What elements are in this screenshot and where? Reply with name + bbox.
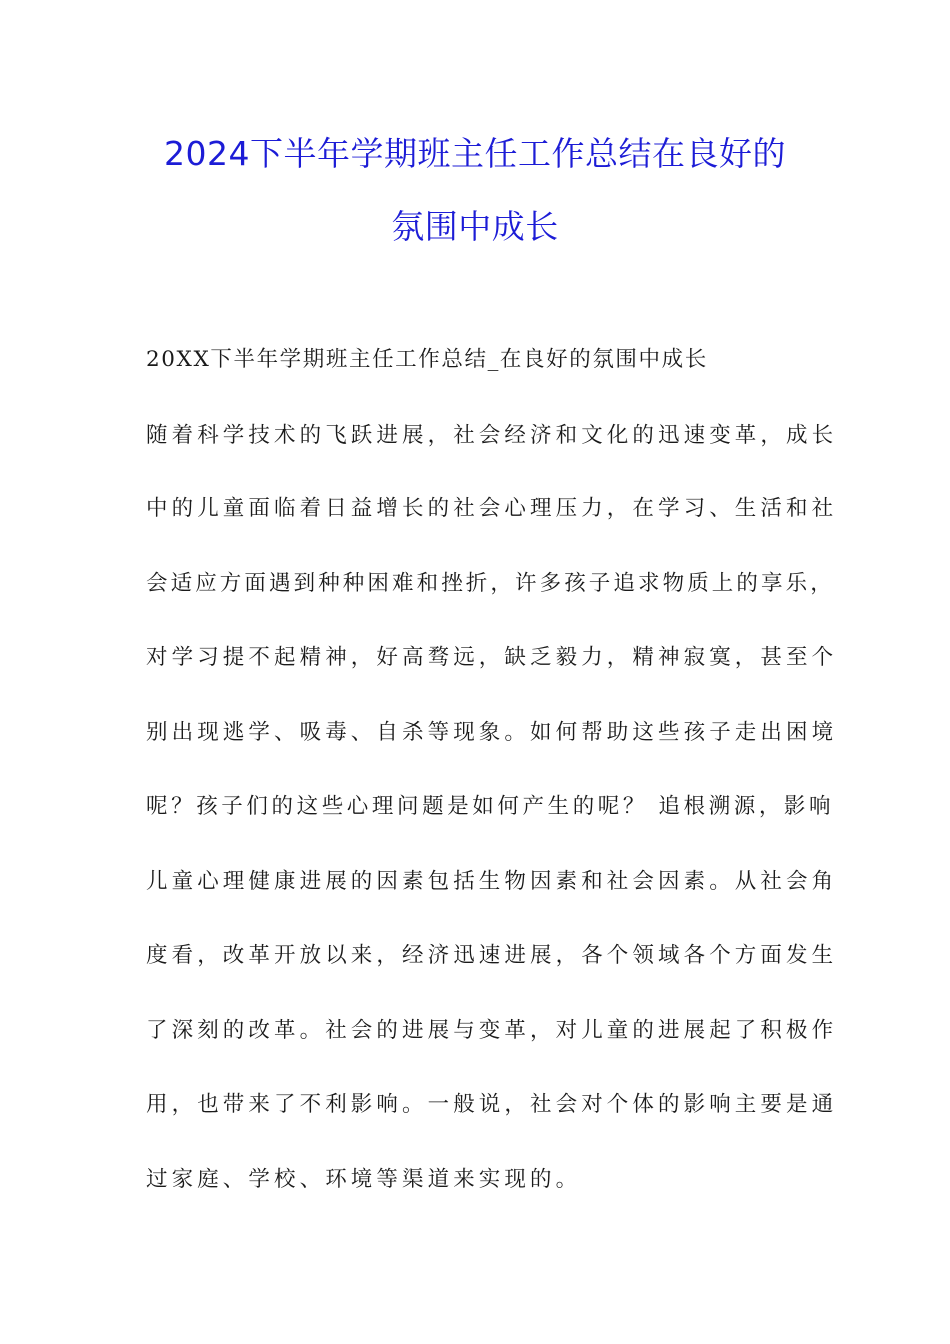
document-title-line-2: 氛围中成长 xyxy=(391,207,559,246)
body-line-11: 过家庭、学校、环境等渠道来实现的。 xyxy=(146,1167,582,1192)
document-title-line-1: 2024下半年学期班主任工作总结在良好的 xyxy=(164,134,786,173)
body-line-6: 呢？孩子们的这些心理问题是如何产生的呢？ 追根溯源，影响 xyxy=(146,794,835,819)
body-line-2: 中的儿童面临着日益增长的社会心理压力，在学习、生活和社 xyxy=(146,496,838,521)
body-line-3: 会适应方面遇到种种困难和挫折，许多孩子追求物质上的享乐， xyxy=(146,571,835,596)
body-line-5: 别出现逃学、吸毒、自杀等现象。如何帮助这些孩子走出困境 xyxy=(146,720,838,745)
body-line-7: 儿童心理健康进展的因素包括生物因素和社会因素。从社会角 xyxy=(146,869,838,894)
body-line-8: 度看，改革开放以来，经济迅速进展，各个领域各个方面发生 xyxy=(146,943,838,968)
body-line-10: 用，也带来了不利影响。一般说，社会对个体的影响主要是通 xyxy=(146,1092,838,1117)
body-line-4: 对学习提不起精神，好高骛远，缺乏毅力，精神寂寞，甚至个 xyxy=(146,645,838,670)
body-subtitle-line: 20XX下半年学期班主任工作总结_在良好的氛围中成长 xyxy=(146,347,708,372)
body-line-9: 了深刻的改革。社会的进展与变革，对儿童的进展起了积极作 xyxy=(146,1018,838,1043)
body-line-1: 随着科学技术的飞跃进展，社会经济和文化的迅速变革，成长 xyxy=(146,423,838,448)
